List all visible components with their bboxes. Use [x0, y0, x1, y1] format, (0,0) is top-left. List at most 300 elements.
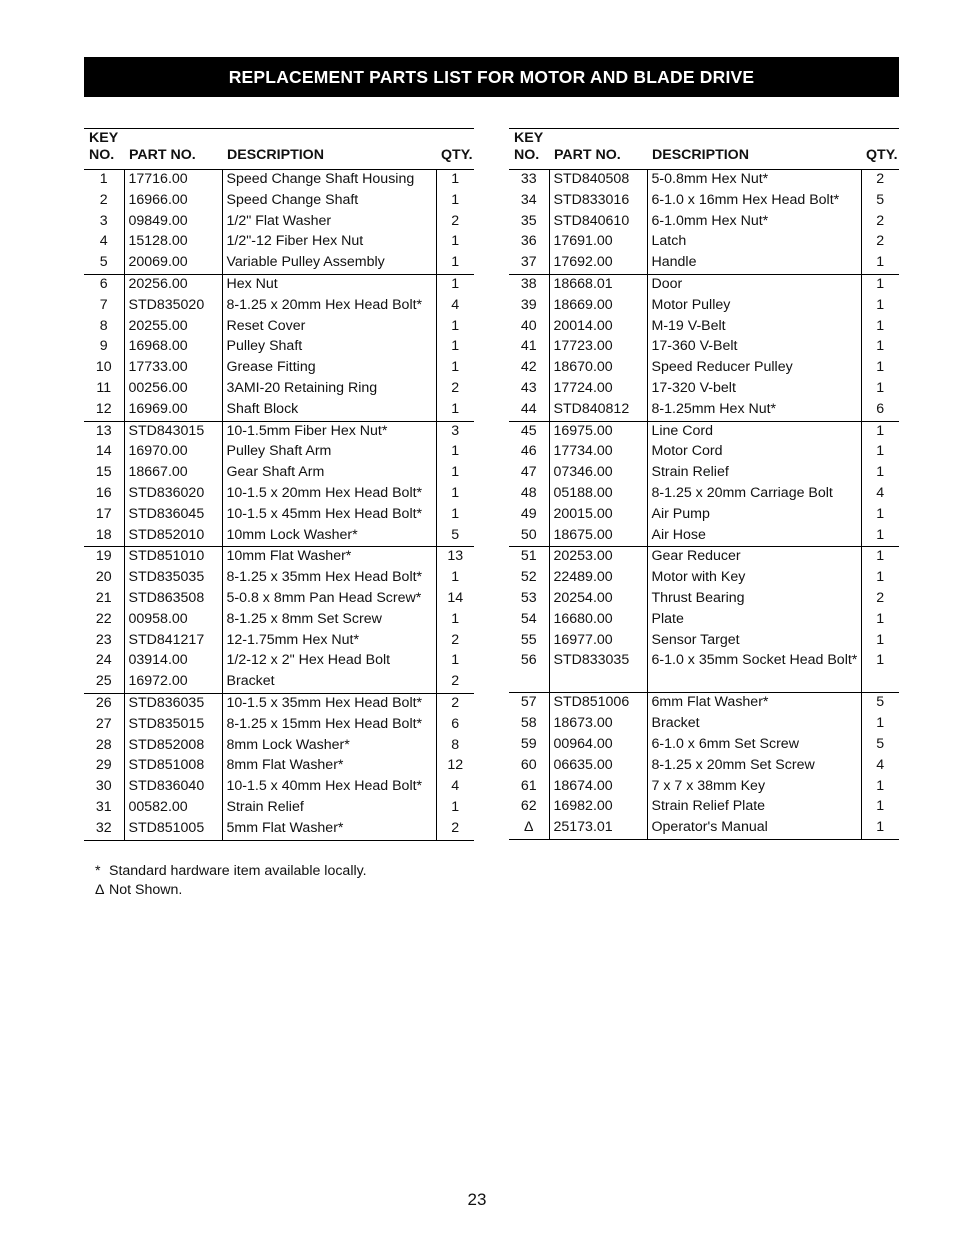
key-cell: 57 — [509, 693, 549, 714]
part-number-cell: 09849.00 — [124, 212, 222, 233]
qty-header: QTY. — [861, 129, 899, 170]
key-no-header — [509, 129, 549, 170]
table-row — [84, 631, 474, 652]
table-row — [84, 317, 474, 338]
qty-cell: 1 — [436, 463, 474, 484]
qty-cell: 1 — [861, 631, 899, 652]
table-row — [84, 296, 474, 317]
part-number-cell: 03914.00 — [124, 651, 222, 672]
description-cell: 8-1.25 x 20mm Hex Head Bolt* — [222, 296, 436, 317]
table-row — [84, 484, 474, 505]
qty-cell: 1 — [861, 568, 899, 589]
key-cell: 13 — [84, 421, 124, 442]
page-number: 23 — [467, 1190, 487, 1209]
page-title: REPLACEMENT PARTS LIST FOR MOTOR AND BLADE DRIVE — [228, 67, 755, 87]
table-row — [84, 568, 474, 589]
key-cell: 7 — [99, 296, 108, 313]
part-number-cell: STD851010 — [124, 547, 222, 568]
part-number-cell: 17692.00 — [549, 253, 647, 274]
qty-cell: 2 — [436, 693, 474, 714]
qty-cell: 1 — [436, 337, 474, 358]
description-cell: 7 x 7 x 38mm Key — [647, 777, 861, 798]
key-cell: 56 — [520, 652, 537, 669]
part-number-cell: STD852010 — [124, 526, 222, 547]
table-row — [84, 526, 474, 547]
description-cell: 10-1.5 x 35mm Hex Head Bolt* — [222, 693, 436, 714]
key-cell: 47 — [520, 464, 537, 481]
qty-cell: 2 — [436, 212, 474, 233]
part-number-cell: 07346.00 — [549, 463, 647, 484]
qty-cell: 6 — [861, 400, 899, 421]
description-cell: 3AMI-20 Retaining Ring — [222, 379, 436, 400]
description-cell: 8-1.25 x 35mm Hex Head Bolt* — [222, 568, 436, 589]
table-row — [84, 274, 474, 295]
qty-cell: 1 — [436, 484, 474, 505]
key-header-line1: KEY — [89, 130, 119, 146]
description-cell: Bracket — [647, 714, 861, 735]
part-number-cell: 00256.00 — [124, 379, 222, 400]
table-row — [84, 505, 474, 526]
table-row — [509, 484, 899, 505]
description-cell: 6-1.0 x 6mm Set Screw — [647, 735, 861, 756]
description-cell: 8mm Lock Washer* — [222, 736, 436, 757]
description-cell: Bracket — [222, 672, 436, 693]
qty-cell: 4 — [861, 756, 899, 777]
table-row — [84, 777, 474, 798]
table-row — [509, 463, 899, 484]
qty-cell: 1 — [861, 463, 899, 484]
part-number-cell: 16966.00 — [124, 191, 222, 212]
footnotes — [95, 862, 367, 900]
key-cell: 49 — [520, 505, 537, 522]
table-row — [84, 589, 474, 610]
description-cell: Motor Pulley — [647, 296, 861, 317]
key-cell: 59 — [520, 735, 537, 752]
key-cell: 35 — [520, 212, 537, 229]
part-number-cell: 17716.00 — [124, 170, 222, 191]
description-cell: Air Pump — [647, 505, 861, 526]
description-cell: Door — [647, 274, 861, 295]
table-row — [509, 818, 899, 839]
part-number-cell: 05188.00 — [549, 484, 647, 505]
table-row — [84, 358, 474, 379]
key-cell: 5 — [99, 254, 108, 271]
description-header: DESCRIPTION — [647, 129, 861, 170]
key-cell: 29 — [95, 757, 112, 774]
table-row — [509, 714, 899, 735]
delta-mark: Δ — [95, 882, 105, 898]
table-row — [84, 337, 474, 358]
table-row — [84, 463, 474, 484]
qty-cell: 1 — [861, 610, 899, 631]
part-number-cell: 06635.00 — [549, 756, 647, 777]
table-row — [509, 505, 899, 526]
asterisk-mark: * — [95, 863, 101, 879]
key-cell: Δ — [509, 818, 549, 839]
key-cell: 50 — [520, 526, 537, 543]
key-cell: 25 — [95, 673, 112, 690]
key-header-line2: NO. — [514, 147, 540, 163]
table-row — [84, 379, 474, 400]
key-cell: 17 — [95, 505, 112, 522]
part-number-cell: 20069.00 — [124, 253, 222, 274]
qty-cell: 1 — [436, 610, 474, 631]
table-row — [509, 170, 899, 191]
key-cell: 12 — [95, 400, 112, 417]
footnote-text: Standard hardware item available locally. — [109, 863, 367, 879]
description-cell: 1/2" Flat Washer — [222, 212, 436, 233]
part-number-cell: 22489.00 — [549, 568, 647, 589]
table-row — [509, 421, 899, 442]
key-cell: 61 — [520, 777, 537, 794]
key-cell: 22 — [95, 610, 112, 627]
description-cell: Gear Reducer — [647, 547, 861, 568]
key-header-line1: KEY — [514, 130, 544, 146]
table-row — [84, 253, 474, 274]
key-cell: 54 — [520, 610, 537, 627]
table-row — [84, 651, 474, 672]
table-row — [509, 547, 899, 568]
qty-cell: 1 — [861, 421, 899, 442]
description-cell: 8-1.25mm Hex Nut* — [647, 400, 861, 421]
description-cell: Gear Shaft Arm — [222, 463, 436, 484]
description-cell: Shaft Block — [222, 400, 436, 421]
key-cell: 3 — [99, 212, 108, 229]
table-row — [509, 379, 899, 400]
part-number-cell: 00964.00 — [549, 735, 647, 756]
key-no-header — [84, 129, 124, 170]
part-number-cell: 16680.00 — [549, 610, 647, 631]
key-cell: 39 — [520, 296, 537, 313]
qty-cell: 1 — [436, 232, 474, 253]
key-cell: 33 — [520, 171, 537, 187]
key-cell: 18 — [95, 526, 112, 543]
part-number-cell: 16970.00 — [124, 442, 222, 463]
part-number-cell: 20014.00 — [549, 317, 647, 338]
qty-cell: 1 — [861, 296, 899, 317]
part-number-cell: 17724.00 — [549, 379, 647, 400]
qty-cell: 2 — [861, 170, 899, 191]
description-cell: Reset Cover — [222, 317, 436, 338]
part-number-cell: STD835020 — [124, 296, 222, 317]
table-row — [84, 212, 474, 233]
key-cell: 31 — [95, 798, 112, 815]
qty-cell: 12 — [436, 756, 474, 777]
part-number-cell: 16969.00 — [124, 400, 222, 421]
qty-cell: 2 — [861, 589, 899, 610]
description-cell: 8-1.25 x 15mm Hex Head Bolt* — [222, 715, 436, 736]
qty-cell: 8 — [436, 736, 474, 757]
part-number-cell: 16975.00 — [549, 421, 647, 442]
table-row — [84, 170, 474, 191]
key-cell: 30 — [95, 778, 112, 795]
qty-cell: 1 — [861, 274, 899, 295]
key-cell: 9 — [99, 338, 108, 355]
description-cell: Variable Pulley Assembly — [222, 253, 436, 274]
part-number-cell: STD851008 — [124, 756, 222, 777]
parts-table-left — [84, 128, 474, 841]
footnote-not-shown — [95, 881, 367, 900]
key-cell: 1 — [99, 171, 108, 187]
qty-cell: 1 — [436, 505, 474, 526]
table-row — [509, 756, 899, 777]
description-header: DESCRIPTION — [222, 129, 436, 170]
table-header-row — [84, 129, 474, 170]
qty-cell: 1 — [436, 191, 474, 212]
description-cell: 8mm Flat Washer* — [222, 756, 436, 777]
qty-cell: 4 — [436, 777, 474, 798]
table-row — [84, 400, 474, 421]
qty-cell: 1 — [436, 317, 474, 338]
description-cell: Motor Cord — [647, 442, 861, 463]
table-row — [509, 400, 899, 421]
table-row — [509, 631, 899, 652]
table-row — [84, 191, 474, 212]
key-cell: 10 — [95, 359, 112, 376]
table-row — [509, 191, 899, 212]
description-cell: 10mm Lock Washer* — [222, 526, 436, 547]
description-cell: 10-1.5 x 20mm Hex Head Bolt* — [222, 484, 436, 505]
qty-cell: 1 — [861, 442, 899, 463]
table-row — [509, 232, 899, 253]
key-cell: 44 — [520, 400, 537, 417]
part-number-cell: 18675.00 — [549, 526, 647, 547]
part-number-cell: 20256.00 — [124, 274, 222, 295]
key-cell: 6 — [84, 274, 124, 295]
qty-cell: 1 — [861, 547, 899, 568]
qty-cell: 6 — [436, 715, 474, 736]
qty-cell: 1 — [861, 526, 899, 547]
part-number-cell: STD835035 — [124, 568, 222, 589]
key-cell: 27 — [95, 715, 112, 732]
key-cell: 58 — [520, 715, 537, 732]
part-number-cell: 20254.00 — [549, 589, 647, 610]
key-cell: 43 — [520, 379, 537, 396]
key-cell: 46 — [520, 443, 537, 460]
qty-cell: 1 — [436, 798, 474, 819]
description-cell: 8-1.25 x 8mm Set Screw — [222, 610, 436, 631]
key-cell: 37 — [520, 254, 537, 271]
description-cell: Plate — [647, 610, 861, 631]
part-number-cell: 18667.00 — [124, 463, 222, 484]
part-number-cell: STD836040 — [124, 777, 222, 798]
table-row — [509, 651, 899, 693]
qty-cell: 1 — [436, 358, 474, 379]
qty-cell: 1 — [861, 337, 899, 358]
description-cell: 17-360 V-Belt — [647, 337, 861, 358]
table-row — [84, 672, 474, 693]
part-number-cell: 00582.00 — [124, 798, 222, 819]
part-number-cell: 20255.00 — [124, 317, 222, 338]
description-cell: Thrust Bearing — [647, 589, 861, 610]
key-cell: 2 — [99, 191, 108, 208]
qty-cell: 2 — [436, 379, 474, 400]
table-row — [84, 442, 474, 463]
qty-cell: 1 — [861, 818, 899, 839]
description-cell: Strain Relief — [222, 798, 436, 819]
key-cell: 62 — [520, 798, 537, 815]
description-cell: Hex Nut — [222, 274, 436, 295]
key-cell: 53 — [520, 589, 537, 606]
table-row — [84, 693, 474, 714]
part-number-cell: 17733.00 — [124, 358, 222, 379]
table-row — [509, 693, 899, 714]
part-number-cell: 18669.00 — [549, 296, 647, 317]
key-cell: 16 — [95, 484, 112, 501]
key-cell: 21 — [95, 589, 112, 606]
qty-cell: 1 — [861, 714, 899, 735]
part-number-cell: STD863508 — [124, 589, 222, 610]
part-number-cell: 16972.00 — [124, 672, 222, 693]
qty-cell: 2 — [436, 631, 474, 652]
part-number-cell: STD843015 — [124, 421, 222, 442]
table-row — [84, 610, 474, 631]
table-row — [509, 317, 899, 338]
description-cell: 8-1.25 x 20mm Carriage Bolt — [647, 484, 861, 505]
description-cell: 10-1.5 x 45mm Hex Head Bolt* — [222, 505, 436, 526]
qty-cell: 1 — [436, 253, 474, 274]
description-cell: Air Hose — [647, 526, 861, 547]
description-cell: 8-1.25 x 20mm Set Screw — [647, 756, 861, 777]
qty-cell: 1 — [861, 505, 899, 526]
part-number-cell: STD836020 — [124, 484, 222, 505]
part-number-cell: STD852008 — [124, 736, 222, 757]
description-cell: Strain Relief Plate — [647, 797, 861, 818]
qty-cell: 3 — [436, 421, 474, 442]
description-cell: Pulley Shaft — [222, 337, 436, 358]
key-cell: 32 — [84, 819, 124, 840]
qty-cell: 14 — [436, 589, 474, 610]
parts-table-right — [509, 128, 899, 840]
description-cell: 6-1.0mm Hex Nut* — [647, 212, 861, 233]
parts-table-right-body — [509, 170, 899, 840]
table-row — [509, 337, 899, 358]
qty-cell: 1 — [861, 379, 899, 400]
key-cell: 41 — [520, 338, 537, 355]
description-cell: Sensor Target — [647, 631, 861, 652]
part-number-cell: 18673.00 — [549, 714, 647, 735]
footnote-standard-hardware — [95, 862, 367, 881]
key-cell: 40 — [520, 317, 537, 334]
qty-cell: 1 — [861, 358, 899, 379]
description-cell: 5mm Flat Washer* — [222, 819, 436, 840]
table-row — [509, 296, 899, 317]
table-row — [84, 715, 474, 736]
key-cell: 26 — [84, 693, 124, 714]
part-number-cell: STD840508 — [549, 170, 647, 191]
part-number-cell: 17723.00 — [549, 337, 647, 358]
table-row — [509, 589, 899, 610]
table-row — [84, 798, 474, 819]
description-cell: Operator's Manual — [647, 818, 861, 839]
qty-cell: 1 — [861, 797, 899, 818]
qty-cell: 5 — [861, 735, 899, 756]
key-cell: 20 — [95, 569, 112, 586]
key-cell: 14 — [95, 443, 112, 460]
key-cell: 45 — [509, 421, 549, 442]
qty-cell: 1 — [861, 777, 899, 798]
table-row — [509, 358, 899, 379]
part-number-cell: STD833016 — [549, 191, 647, 212]
description-cell: 6-1.0 x 35mm Socket Head Bolt* — [647, 651, 861, 693]
part-number-cell: STD836045 — [124, 505, 222, 526]
qty-header: QTY. — [436, 129, 474, 170]
part-number-cell: 18674.00 — [549, 777, 647, 798]
description-cell: 10mm Flat Washer* — [222, 547, 436, 568]
qty-cell: 5 — [861, 191, 899, 212]
description-cell: 12-1.75mm Hex Nut* — [222, 631, 436, 652]
table-row — [509, 797, 899, 818]
description-cell: 6mm Flat Washer* — [647, 693, 861, 714]
description-cell: Handle — [647, 253, 861, 274]
description-cell: Motor with Key — [647, 568, 861, 589]
description-cell: 5-0.8 x 8mm Pan Head Screw* — [222, 589, 436, 610]
description-cell: 10-1.5 x 40mm Hex Head Bolt* — [222, 777, 436, 798]
part-number-cell: STD840610 — [549, 212, 647, 233]
qty-cell: 5 — [436, 526, 474, 547]
table-header-row — [509, 129, 899, 170]
part-number-cell: 20253.00 — [549, 547, 647, 568]
table-row — [509, 253, 899, 274]
table-row — [84, 819, 474, 840]
qty-cell: 2 — [436, 819, 474, 840]
table-row — [509, 274, 899, 295]
table-row — [509, 212, 899, 233]
key-cell: 38 — [509, 274, 549, 295]
part-number-cell: STD841217 — [124, 631, 222, 652]
parts-table-left-body — [84, 170, 474, 841]
key-cell: 60 — [520, 756, 537, 773]
part-number-cell: STD836035 — [124, 693, 222, 714]
key-cell: 48 — [520, 484, 537, 501]
table-row — [84, 421, 474, 442]
qty-cell: 1 — [436, 442, 474, 463]
qty-cell: 2 — [861, 232, 899, 253]
footnote-text: Not Shown. — [109, 882, 183, 898]
qty-cell: 1 — [861, 253, 899, 274]
table-row — [509, 610, 899, 631]
part-number-cell: 25173.01 — [549, 818, 647, 839]
key-cell: 28 — [95, 736, 112, 753]
key-cell: 15 — [95, 464, 112, 481]
key-cell: 11 — [96, 379, 112, 396]
part-number-cell: 16968.00 — [124, 337, 222, 358]
part-number-cell: 18670.00 — [549, 358, 647, 379]
qty-cell: 2 — [861, 212, 899, 233]
part-number-cell: 00958.00 — [124, 610, 222, 631]
qty-cell: 4 — [436, 296, 474, 317]
qty-cell: 1 — [436, 400, 474, 421]
key-cell: 55 — [520, 631, 537, 648]
part-number-cell: 17691.00 — [549, 232, 647, 253]
key-cell: 34 — [520, 191, 537, 208]
description-cell: Strain Relief — [647, 463, 861, 484]
qty-cell: 1 — [436, 170, 474, 191]
description-cell: Line Cord — [647, 421, 861, 442]
description-cell: Speed Reducer Pulley — [647, 358, 861, 379]
part-no-header: PART NO. — [124, 129, 222, 170]
qty-cell: 1 — [861, 317, 899, 338]
qty-cell: 4 — [861, 484, 899, 505]
table-row — [84, 547, 474, 568]
description-cell: 17-320 V-belt — [647, 379, 861, 400]
table-row — [84, 232, 474, 253]
part-number-cell: 16982.00 — [549, 797, 647, 818]
key-header-line2: NO. — [89, 147, 115, 163]
qty-cell: 2 — [436, 672, 474, 693]
table-row — [509, 526, 899, 547]
description-cell: 1/2"-12 Fiber Hex Nut — [222, 232, 436, 253]
